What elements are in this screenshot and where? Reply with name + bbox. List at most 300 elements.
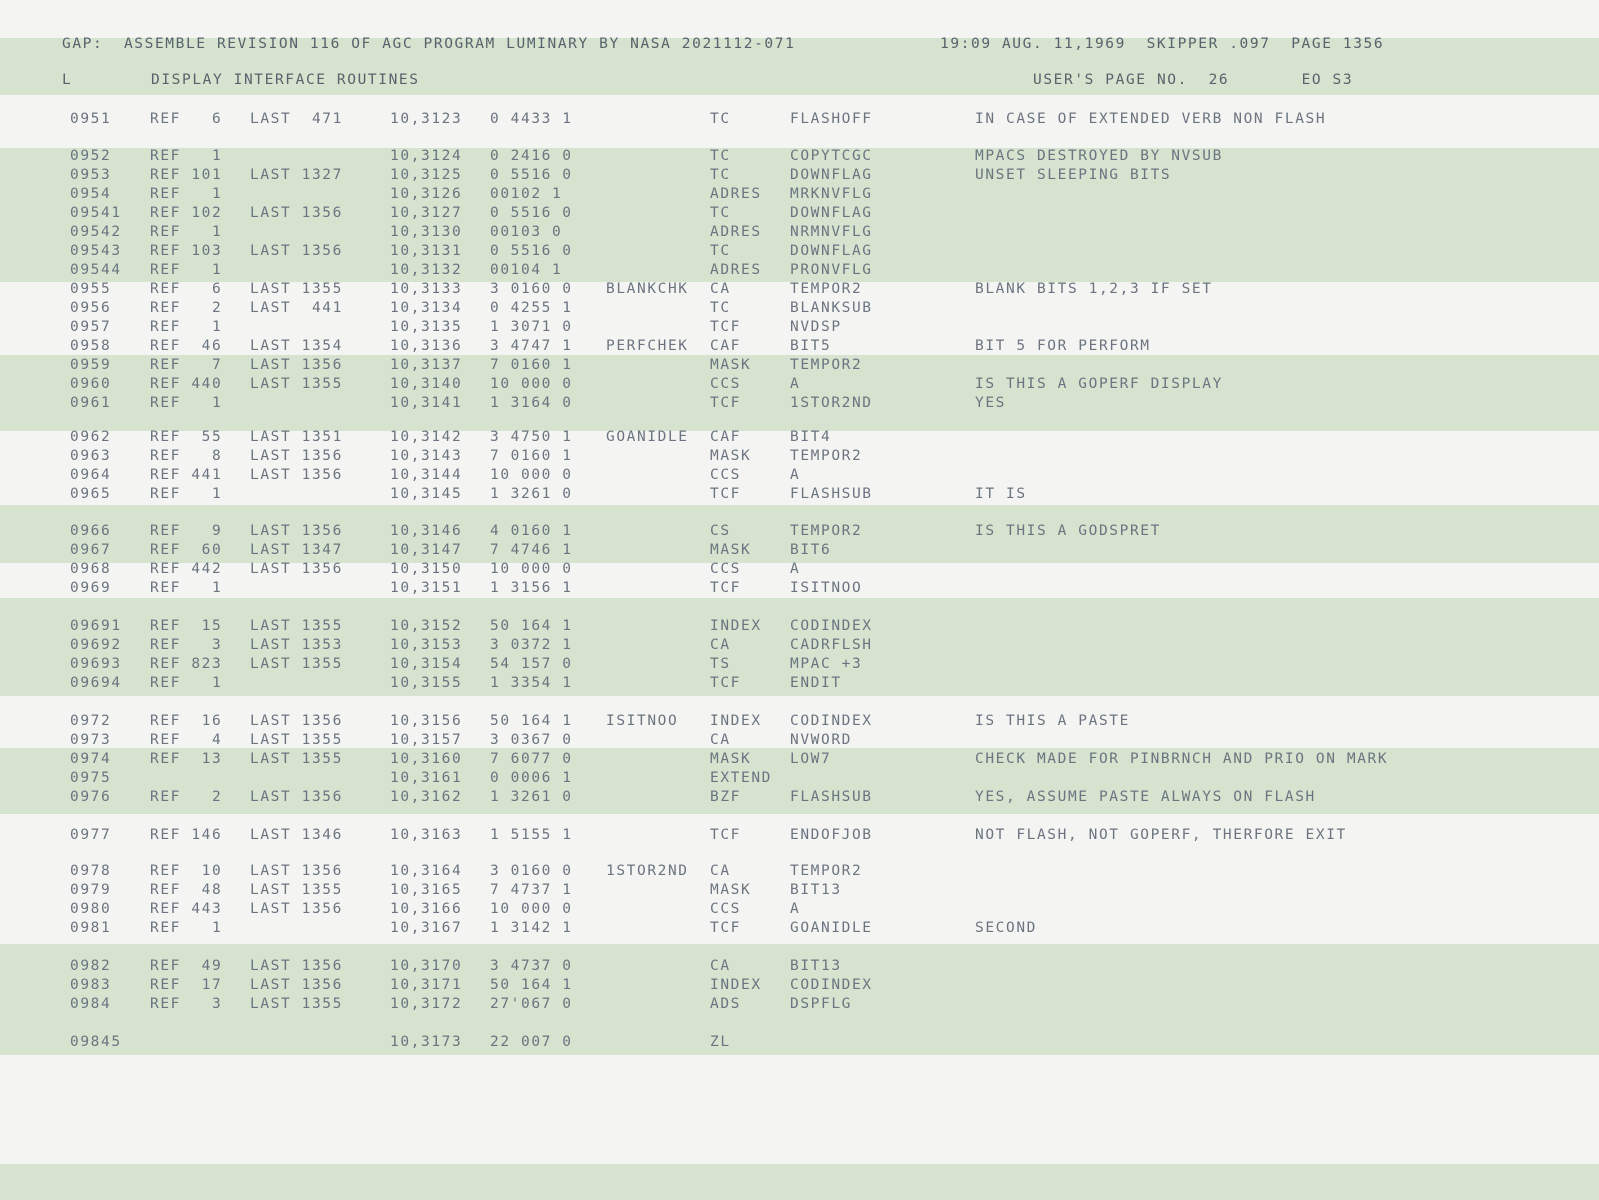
operand: TEMPOR2 (790, 448, 863, 464)
ref-count: REF 3 (150, 996, 223, 1012)
address: 10,3133 (390, 281, 463, 297)
line-number: 0963 (70, 448, 112, 464)
listing-row (0, 318, 1599, 336)
comment: SECOND (975, 920, 1037, 936)
opcode: TCF (710, 675, 741, 691)
line-number: 0968 (70, 561, 112, 577)
comment: IS THIS A PASTE (975, 713, 1130, 729)
comment: NOT FLASH, NOT GOPERF, THERFORE EXIT (975, 827, 1347, 843)
octal-code: 10 000 0 (490, 467, 573, 483)
operand: BLANKSUB (790, 300, 873, 316)
operand: FLASHSUB (790, 789, 873, 805)
last-ref: LAST 1356 (250, 863, 343, 879)
listing-row (0, 166, 1599, 184)
address: 10,3130 (390, 224, 463, 240)
comment: MPACS DESTROYED BY NVSUB (975, 148, 1223, 164)
line-number: 0954 (70, 186, 112, 202)
address: 10,3137 (390, 357, 463, 373)
address: 10,3144 (390, 467, 463, 483)
line-number: 0967 (70, 542, 112, 558)
ref-count: REF 101 (150, 167, 223, 183)
operand: ISITNOO (790, 580, 863, 596)
address: 10,3170 (390, 958, 463, 974)
ref-count: REF 55 (150, 429, 223, 445)
symbol-label: BLANKCHK (606, 281, 689, 297)
opcode: TC (710, 148, 731, 164)
opcode: ZL (710, 1034, 731, 1050)
listing-row (0, 466, 1599, 484)
opcode: TCF (710, 580, 741, 596)
address: 10,3155 (390, 675, 463, 691)
line-number: 09694 (70, 675, 122, 691)
last-ref: LAST 1355 (250, 376, 343, 392)
operand: TEMPOR2 (790, 863, 863, 879)
symbol-label: PERFCHEK (606, 338, 689, 354)
opcode: TC (710, 167, 731, 183)
ref-count: REF 1 (150, 224, 223, 240)
address: 10,3150 (390, 561, 463, 577)
last-ref: LAST 441 (250, 300, 343, 316)
octal-code: 50 164 1 (490, 618, 573, 634)
address: 10,3124 (390, 148, 463, 164)
line-number: 0984 (70, 996, 112, 1012)
ref-count: REF 443 (150, 901, 223, 917)
operand: CADRFLSH (790, 637, 873, 653)
last-ref: LAST 1356 (250, 523, 343, 539)
listing-row (0, 976, 1599, 994)
address: 10,3160 (390, 751, 463, 767)
line-number: 0965 (70, 486, 112, 502)
opcode: CCS (710, 901, 741, 917)
address: 10,3163 (390, 827, 463, 843)
line-number: 0969 (70, 580, 112, 596)
ref-count: REF 7 (150, 357, 223, 373)
ref-count: REF 1 (150, 675, 223, 691)
ref-count: REF 440 (150, 376, 223, 392)
operand: GOANIDLE (790, 920, 873, 936)
last-ref: LAST 1355 (250, 996, 343, 1012)
listing-row (0, 881, 1599, 899)
octal-code: 7 0160 1 (490, 357, 573, 373)
address: 10,3166 (390, 901, 463, 917)
octal-code: 3 4750 1 (490, 429, 573, 445)
ref-count: REF 102 (150, 205, 223, 221)
symbol-label: 1STOR2ND (606, 863, 689, 879)
last-ref: LAST 471 (250, 111, 343, 127)
address: 10,3162 (390, 789, 463, 805)
opcode: ADRES (710, 262, 762, 278)
address: 10,3141 (390, 395, 463, 411)
address: 10,3142 (390, 429, 463, 445)
comment: IS THIS A GODSPRET (975, 523, 1161, 539)
line-number: 09845 (70, 1034, 122, 1050)
listing-row (0, 617, 1599, 635)
octal-code: 1 3156 1 (490, 580, 573, 596)
ref-count: REF 1 (150, 148, 223, 164)
opcode: ADRES (710, 186, 762, 202)
opcode: TCF (710, 486, 741, 502)
listing-row (0, 826, 1599, 844)
octal-code: 0 5516 0 (490, 205, 573, 221)
listing-row (0, 485, 1599, 503)
address: 10,3125 (390, 167, 463, 183)
octal-code: 7 6077 0 (490, 751, 573, 767)
line-number: 09541 (70, 205, 122, 221)
listing-row (0, 299, 1599, 317)
ref-count: REF 3 (150, 637, 223, 653)
operand: DOWNFLAG (790, 167, 873, 183)
operand: 1STOR2ND (790, 395, 873, 411)
opcode: TCF (710, 920, 741, 936)
octal-code: 00102 1 (490, 186, 563, 202)
operand: CODINDEX (790, 618, 873, 634)
address: 10,3156 (390, 713, 463, 729)
last-ref: LAST 1356 (250, 243, 343, 259)
opcode: ADS (710, 996, 741, 1012)
ref-count: REF 823 (150, 656, 223, 672)
octal-code: 10 000 0 (490, 561, 573, 577)
address: 10,3131 (390, 243, 463, 259)
line-number: 0959 (70, 357, 112, 373)
listing-row (0, 957, 1599, 975)
opcode: TCF (710, 827, 741, 843)
line-number: 0977 (70, 827, 112, 843)
comment: IS THIS A GOPERF DISPLAY (975, 376, 1223, 392)
ref-count: REF 441 (150, 467, 223, 483)
listing-row (0, 447, 1599, 465)
comment: CHECK MADE FOR PINBRNCH AND PRIO ON MARK (975, 751, 1389, 767)
listing-row (0, 242, 1599, 260)
octal-code: 1 3164 0 (490, 395, 573, 411)
ref-count: REF 6 (150, 281, 223, 297)
operand: ENDIT (790, 675, 842, 691)
octal-code: 3 0372 1 (490, 637, 573, 653)
ref-count: REF 4 (150, 732, 223, 748)
operand: BIT5 (790, 338, 832, 354)
last-ref: LAST 1356 (250, 901, 343, 917)
octal-code: 3 4747 1 (490, 338, 573, 354)
operand: TEMPOR2 (790, 281, 863, 297)
last-ref: LAST 1356 (250, 958, 343, 974)
operand: BIT13 (790, 882, 842, 898)
line-number: 09544 (70, 262, 122, 278)
listing-row (0, 655, 1599, 673)
listing-row (0, 919, 1599, 937)
address: 10,3173 (390, 1034, 463, 1050)
operand: FLASHSUB (790, 486, 873, 502)
opcode: TC (710, 205, 731, 221)
listing-row (0, 560, 1599, 578)
operand: FLASHOFF (790, 111, 873, 127)
ref-count: REF 103 (150, 243, 223, 259)
operand: ENDOFJOB (790, 827, 873, 843)
octal-code: 27'067 0 (490, 996, 573, 1012)
operand: TEMPOR2 (790, 523, 863, 539)
last-ref: LAST 1347 (250, 542, 343, 558)
listing-row (0, 185, 1599, 203)
line-number: 0982 (70, 958, 112, 974)
line-number: 0966 (70, 523, 112, 539)
address: 10,3164 (390, 863, 463, 879)
last-ref: LAST 1355 (250, 882, 343, 898)
octal-code: 50 164 1 (490, 713, 573, 729)
ref-count: REF 10 (150, 863, 223, 879)
line-number: 0960 (70, 376, 112, 392)
line-number: 0973 (70, 732, 112, 748)
line-number: 0979 (70, 882, 112, 898)
line-number: 0964 (70, 467, 112, 483)
octal-code: 3 0160 0 (490, 281, 573, 297)
octal-code: 50 164 1 (490, 977, 573, 993)
listing-row (0, 995, 1599, 1013)
last-ref: LAST 1356 (250, 977, 343, 993)
line-number: 0981 (70, 920, 112, 936)
opcode: BZF (710, 789, 741, 805)
operand: LOW7 (790, 751, 832, 767)
opcode: MASK (710, 751, 752, 767)
octal-code: 3 0367 0 (490, 732, 573, 748)
operand: BIT4 (790, 429, 832, 445)
last-ref: LAST 1354 (250, 338, 343, 354)
listing-row (0, 337, 1599, 355)
comment: UNSET SLEEPING BITS (975, 167, 1172, 183)
listing-row (0, 204, 1599, 222)
listing-row (0, 788, 1599, 806)
operand: MPAC +3 (790, 656, 863, 672)
opcode: MASK (710, 882, 752, 898)
ref-count: REF 17 (150, 977, 223, 993)
line-number: 0961 (70, 395, 112, 411)
operand: COPYTCGC (790, 148, 873, 164)
symbol-label: ISITNOO (606, 713, 679, 729)
operand: PRONVFLG (790, 262, 873, 278)
octal-code: 3 4737 0 (490, 958, 573, 974)
operand: DOWNFLAG (790, 243, 873, 259)
opcode: MASK (710, 542, 752, 558)
address: 10,3171 (390, 977, 463, 993)
opcode: CS (710, 523, 731, 539)
listing-row (0, 428, 1599, 446)
line-number: 0953 (70, 167, 112, 183)
address: 10,3167 (390, 920, 463, 936)
line-number: 0972 (70, 713, 112, 729)
line-number: 0962 (70, 429, 112, 445)
opcode: MASK (710, 448, 752, 464)
last-ref: LAST 1355 (250, 751, 343, 767)
octal-code: 22 007 0 (490, 1034, 573, 1050)
operand: CODINDEX (790, 713, 873, 729)
operand: BIT6 (790, 542, 832, 558)
opcode: EXTEND (710, 770, 772, 786)
operand: NVDSP (790, 319, 842, 335)
line-number: 0976 (70, 789, 112, 805)
opcode: CA (710, 732, 731, 748)
operand: A (790, 901, 801, 917)
octal-code: 00104 1 (490, 262, 563, 278)
line-number: 0957 (70, 319, 112, 335)
listing-row (0, 394, 1599, 412)
comment: BLANK BITS 1,2,3 IF SET (975, 281, 1213, 297)
header-line-2 (0, 71, 1599, 89)
operand: DOWNFLAG (790, 205, 873, 221)
last-ref: LAST 1356 (250, 713, 343, 729)
listing-row (0, 579, 1599, 597)
listing-row (0, 862, 1599, 880)
octal-code: 4 0160 1 (490, 523, 573, 539)
opcode: CCS (710, 376, 741, 392)
address: 10,3140 (390, 376, 463, 392)
listing-row (0, 712, 1599, 730)
ref-count: REF 146 (150, 827, 223, 843)
opcode: INDEX (710, 713, 762, 729)
ref-count: REF 60 (150, 542, 223, 558)
operand: A (790, 561, 801, 577)
opcode: TCF (710, 395, 741, 411)
address: 10,3154 (390, 656, 463, 672)
line-number: 09693 (70, 656, 122, 672)
line-number: 09692 (70, 637, 122, 653)
address: 10,3127 (390, 205, 463, 221)
listing-row (0, 900, 1599, 918)
address: 10,3135 (390, 319, 463, 335)
line-number: 0956 (70, 300, 112, 316)
octal-code: 10 000 0 (490, 901, 573, 917)
opcode: TCF (710, 319, 741, 335)
ref-count: REF 13 (150, 751, 223, 767)
ref-count: REF 2 (150, 789, 223, 805)
operand: TEMPOR2 (790, 357, 863, 373)
opcode: CA (710, 863, 731, 879)
address: 10,3136 (390, 338, 463, 354)
last-ref: LAST 1356 (250, 789, 343, 805)
ref-count: REF 1 (150, 486, 223, 502)
line-number: 09543 (70, 243, 122, 259)
last-ref: LAST 1356 (250, 205, 343, 221)
opcode: TC (710, 243, 731, 259)
listing-row (0, 375, 1599, 393)
last-ref: LAST 1327 (250, 167, 343, 183)
ref-count: REF 442 (150, 561, 223, 577)
listing-row (0, 541, 1599, 559)
listing-row (0, 147, 1599, 165)
listing-row (0, 261, 1599, 279)
address: 10,3132 (390, 262, 463, 278)
ref-count: REF 49 (150, 958, 223, 974)
octal-code: 1 3071 0 (490, 319, 573, 335)
header-line-1 (0, 35, 1599, 53)
ref-count: REF 1 (150, 319, 223, 335)
operand: DSPFLG (790, 996, 852, 1012)
ref-count: REF 6 (150, 111, 223, 127)
comment: YES, ASSUME PASTE ALWAYS ON FLASH (975, 789, 1316, 805)
green-band (0, 1164, 1599, 1200)
address: 10,3157 (390, 732, 463, 748)
last-ref: LAST 1355 (250, 618, 343, 634)
address: 10,3143 (390, 448, 463, 464)
octal-code: 0 0006 1 (490, 770, 573, 786)
line-number: 09542 (70, 224, 122, 240)
line-number: 0975 (70, 770, 112, 786)
line-number: 0952 (70, 148, 112, 164)
listing-row (0, 223, 1599, 241)
octal-code: 7 4746 1 (490, 542, 573, 558)
comment: YES (975, 395, 1006, 411)
ref-count: REF 1 (150, 395, 223, 411)
listing-row (0, 280, 1599, 298)
octal-code: 1 5155 1 (490, 827, 573, 843)
last-ref: LAST 1353 (250, 637, 343, 653)
operand: A (790, 376, 801, 392)
address: 10,3146 (390, 523, 463, 539)
opcode: MASK (710, 357, 752, 373)
octal-code: 10 000 0 (490, 376, 573, 392)
users-page-number: USER'S PAGE NO. 26 EO S3 (1033, 72, 1354, 88)
opcode: INDEX (710, 618, 762, 634)
opcode: TS (710, 656, 731, 672)
assembly-title: GAP: ASSEMBLE REVISION 116 OF AGC PROGRAM LUMINARY BY NASA 2021112-071 (62, 36, 796, 52)
line-number: 0958 (70, 338, 112, 354)
listing-row (0, 674, 1599, 692)
ref-count: REF 1 (150, 580, 223, 596)
octal-code: 0 4433 1 (490, 111, 573, 127)
octal-code: 1 3261 0 (490, 789, 573, 805)
octal-code: 0 4255 1 (490, 300, 573, 316)
listing-row (0, 522, 1599, 540)
address: 10,3153 (390, 637, 463, 653)
octal-code: 0 5516 0 (490, 243, 573, 259)
last-ref: LAST 1355 (250, 281, 343, 297)
operand: A (790, 467, 801, 483)
line-number: 0955 (70, 281, 112, 297)
octal-code: 54 157 0 (490, 656, 573, 672)
ref-count: REF 9 (150, 523, 223, 539)
octal-code: 1 3354 1 (490, 675, 573, 691)
address: 10,3152 (390, 618, 463, 634)
operand: NRMNVFLG (790, 224, 873, 240)
octal-code: 7 0160 1 (490, 448, 573, 464)
opcode: CCS (710, 561, 741, 577)
ref-count: REF 46 (150, 338, 223, 354)
listing-row (0, 750, 1599, 768)
date-page-info: 19:09 AUG. 11,1969 SKIPPER .097 PAGE 1356 (940, 36, 1385, 52)
opcode: TC (710, 111, 731, 127)
address: 10,3165 (390, 882, 463, 898)
comment: BIT 5 FOR PERFORM (975, 338, 1151, 354)
opcode: CCS (710, 467, 741, 483)
last-ref: LAST 1355 (250, 732, 343, 748)
ref-count: REF 1 (150, 262, 223, 278)
listing-row (0, 356, 1599, 374)
operand: NVWORD (790, 732, 852, 748)
header-log-letter: L (62, 72, 73, 88)
line-number: 0980 (70, 901, 112, 917)
last-ref: LAST 1356 (250, 467, 343, 483)
last-ref: LAST 1356 (250, 448, 343, 464)
address: 10,3147 (390, 542, 463, 558)
octal-code: 0 2416 0 (490, 148, 573, 164)
octal-code: 00103 0 (490, 224, 563, 240)
ref-count: REF 1 (150, 186, 223, 202)
last-ref: LAST 1356 (250, 561, 343, 577)
opcode: CAF (710, 429, 741, 445)
comment: IN CASE OF EXTENDED VERB NON FLASH (975, 111, 1327, 127)
comment: IT IS (975, 486, 1027, 502)
opcode: INDEX (710, 977, 762, 993)
opcode: TC (710, 300, 731, 316)
address: 10,3172 (390, 996, 463, 1012)
ref-count: REF 48 (150, 882, 223, 898)
last-ref: LAST 1355 (250, 656, 343, 672)
